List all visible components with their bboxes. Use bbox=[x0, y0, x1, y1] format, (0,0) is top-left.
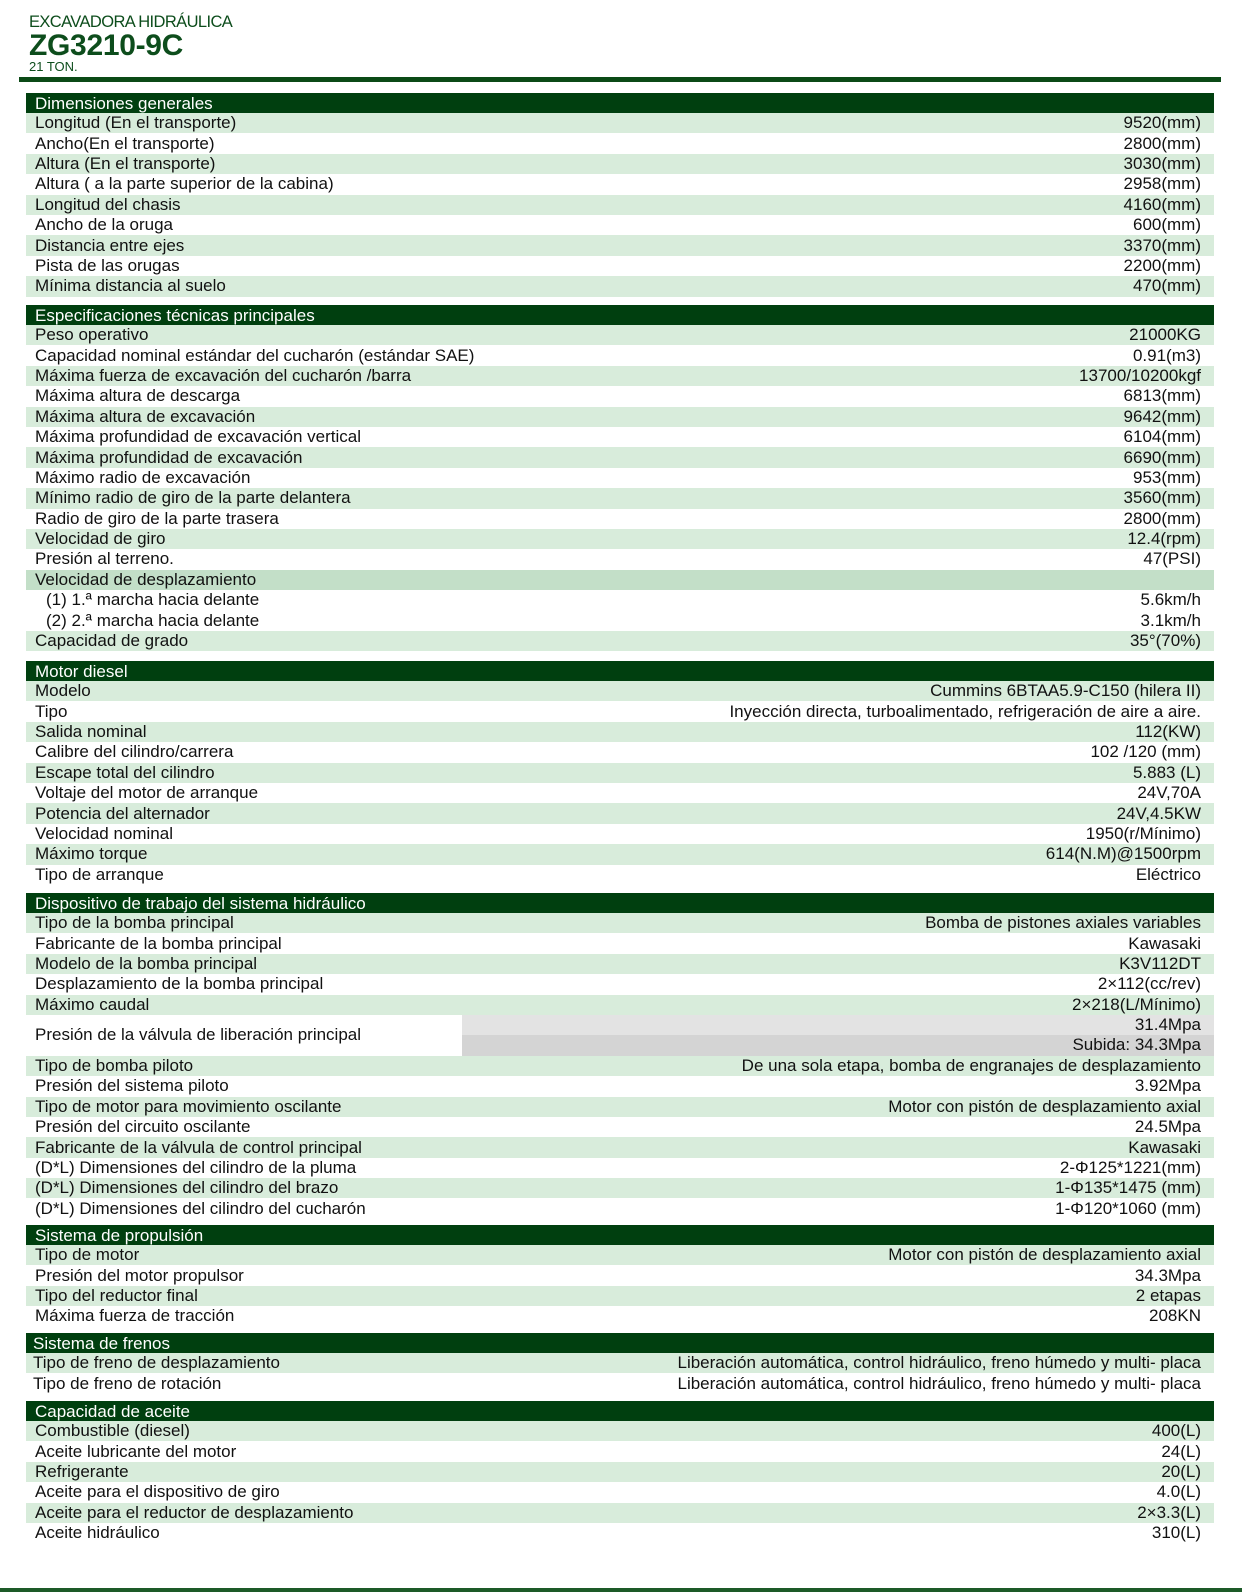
spec-label: Radio de giro de la parte trasera bbox=[35, 508, 279, 528]
spec-value: 400(L) bbox=[1151, 1421, 1201, 1441]
spec-row bbox=[26, 974, 1214, 994]
spec-value: 953(mm) bbox=[1132, 467, 1201, 487]
spec-row bbox=[26, 844, 1214, 864]
section-title: Dispositivo de trabajo del sistema hidráulico bbox=[26, 893, 1214, 913]
spec-row bbox=[26, 803, 1214, 823]
spec-label: Combustible (diesel) bbox=[35, 1421, 190, 1441]
spec-row bbox=[26, 1421, 1214, 1441]
spec-row bbox=[26, 631, 1214, 651]
spec-label: Máxima altura de excavación bbox=[35, 406, 256, 426]
spec-value: 34.3Mpa bbox=[1134, 1265, 1201, 1285]
spec-label: (D*L) Dimensiones del cilindro del brazo bbox=[35, 1178, 339, 1198]
spec-label: Voltaje del motor de arranque bbox=[35, 783, 259, 803]
spec-row bbox=[26, 1198, 1214, 1218]
spec-label: Modelo de la bomba principal bbox=[35, 953, 258, 973]
spec-label: Mínimo radio de giro de la parte delantera bbox=[35, 488, 351, 508]
spec-row bbox=[26, 933, 1214, 953]
spec-value: 9520(mm) bbox=[1123, 113, 1201, 133]
spec-row bbox=[26, 256, 1214, 276]
spec-label: Aceite para el dispositivo de giro bbox=[35, 1482, 280, 1502]
spec-label: Desplazamiento de la bomba principal bbox=[35, 974, 324, 994]
spec-value: 6104(mm) bbox=[1123, 427, 1201, 447]
spec-label: Presión del sistema piloto bbox=[35, 1076, 229, 1096]
spec-row bbox=[26, 1265, 1214, 1285]
spec-value: 2×3.3(L) bbox=[1137, 1502, 1201, 1522]
spec-value: 9642(mm) bbox=[1123, 406, 1201, 426]
spec-value: 24V,4.5KW bbox=[1116, 803, 1201, 823]
spec-value: 24V,70A bbox=[1137, 783, 1201, 803]
spec-value: 614(N.M)@1500rpm bbox=[1045, 844, 1201, 864]
section-title: Especificaciones técnicas principales bbox=[26, 305, 1214, 325]
spec-value: 5.6km/h bbox=[1140, 590, 1201, 610]
spec-value: 310(L) bbox=[1151, 1523, 1201, 1543]
spec-value: 2 etapas bbox=[1135, 1285, 1201, 1305]
spec-label: Máximo torque bbox=[35, 844, 148, 864]
spec-label: Máxima profundidad de excavación vertical bbox=[35, 427, 362, 447]
spec-value: 6690(mm) bbox=[1123, 447, 1201, 467]
spec-label: Calibre del cilindro/carrera bbox=[35, 742, 234, 762]
spec-value: 1-Φ120*1060 (mm) bbox=[1055, 1198, 1201, 1218]
spec-row bbox=[26, 783, 1214, 803]
section-main-specs bbox=[26, 305, 1214, 651]
spec-label: Tipo de freno de rotación bbox=[33, 1373, 222, 1393]
tonnage: 21 TON. bbox=[29, 59, 78, 74]
spec-row bbox=[26, 366, 1214, 386]
spec-label: Máxima profundidad de excavación bbox=[35, 447, 303, 467]
spec-label: Máxima fuerza de tracción bbox=[35, 1306, 235, 1326]
section-dimensions bbox=[26, 93, 1214, 297]
spec-row bbox=[26, 509, 1214, 529]
spec-value: Kawasaki bbox=[1128, 933, 1201, 953]
spec-value: 2800(mm) bbox=[1123, 508, 1201, 528]
spec-row bbox=[26, 549, 1214, 569]
spec-label: Fabricante de la bomba principal bbox=[35, 933, 282, 953]
spec-label: Máximo caudal bbox=[35, 994, 150, 1014]
spec-row bbox=[26, 1482, 1214, 1502]
spec-row bbox=[26, 113, 1214, 133]
spec-row bbox=[26, 345, 1214, 365]
section-oil-capacity bbox=[26, 1401, 1214, 1543]
spec-row bbox=[26, 1306, 1214, 1326]
spec-values bbox=[462, 1015, 1214, 1056]
spec-label: Tipo del reductor final bbox=[35, 1285, 198, 1305]
spec-row bbox=[26, 215, 1214, 235]
spec-label: Modelo bbox=[35, 681, 91, 701]
spec-value: 4.0(L) bbox=[1156, 1482, 1201, 1502]
spec-row bbox=[26, 1503, 1214, 1523]
spec-value: 102 /120 (mm) bbox=[1090, 742, 1201, 762]
header-rule bbox=[19, 77, 1221, 82]
spec-row bbox=[26, 722, 1214, 742]
spec-row bbox=[26, 174, 1214, 194]
spec-value: 0.91(m3) bbox=[1132, 345, 1201, 365]
spec-row bbox=[26, 325, 1214, 345]
spec-label: Tipo bbox=[35, 701, 68, 721]
spec-row bbox=[26, 590, 1214, 610]
spec-label: Aceite para el reductor de desplazamiento bbox=[35, 1502, 354, 1522]
spec-row bbox=[26, 154, 1214, 174]
spec-value: 35°(70%) bbox=[1129, 631, 1201, 651]
spec-value: 112(KW) bbox=[1135, 721, 1201, 741]
spec-label: Mínima distancia al suelo bbox=[35, 276, 226, 296]
spec-value: Liberación automática, control hidráulico, freno húmedo y multi- placa bbox=[677, 1353, 1201, 1373]
spec-row bbox=[26, 763, 1214, 783]
spec-value: 2200(mm) bbox=[1123, 255, 1201, 275]
spec-row bbox=[26, 1158, 1214, 1178]
spec-value: 470(mm) bbox=[1132, 276, 1201, 296]
spec-value: Cummins 6BTAA5.9-C150 (hilera II) bbox=[930, 681, 1201, 701]
spec-label: Longitud del chasis bbox=[35, 194, 181, 214]
spec-label: Capacidad de grado bbox=[35, 631, 189, 651]
spec-value: 208KN bbox=[1149, 1306, 1201, 1326]
section-title: Motor diesel bbox=[26, 661, 1214, 681]
spec-label: Capacidad nominal estándar del cucharón (estándar SAE) bbox=[35, 345, 475, 365]
spec-row bbox=[26, 742, 1214, 762]
spec-row bbox=[26, 1076, 1214, 1096]
spec-value: 2800(mm) bbox=[1123, 133, 1201, 153]
spec-label: Velocidad de desplazamiento bbox=[35, 569, 257, 589]
spec-value: Motor con pistón de desplazamiento axial bbox=[888, 1096, 1201, 1116]
spec-value: K3V112DT bbox=[1119, 953, 1201, 973]
spec-value: Bomba de pistones axiales variables bbox=[925, 913, 1201, 933]
spec-label: Tipo de freno de desplazamiento bbox=[33, 1353, 280, 1373]
spec-value: 3560(mm) bbox=[1123, 488, 1201, 508]
spec-label: Aceite hidráulico bbox=[35, 1523, 160, 1543]
spec-value: 1950(r/Mínimo) bbox=[1085, 823, 1201, 843]
product-type: EXCAVADORA HIDRÁULICA bbox=[29, 13, 233, 31]
section-title: Dimensiones generales bbox=[26, 93, 1214, 113]
spec-row bbox=[26, 1462, 1214, 1482]
spec-row bbox=[26, 1178, 1214, 1198]
spec-value-raised: Subida: 34.3Mpa bbox=[462, 1035, 1214, 1055]
spec-value: 31.4Mpa bbox=[462, 1015, 1214, 1035]
spec-value: 21000KG bbox=[1129, 325, 1201, 345]
spec-label: Altura ( a la parte superior de la cabina) bbox=[35, 174, 334, 194]
spec-label: Pista de las orugas bbox=[35, 255, 180, 275]
spec-row bbox=[26, 1097, 1214, 1117]
spec-label: Presión del motor propulsor bbox=[35, 1265, 244, 1285]
spec-row bbox=[26, 701, 1214, 721]
spec-label: Peso operativo bbox=[35, 325, 149, 345]
spec-subheader-row bbox=[26, 570, 1214, 590]
spec-label: Tipo de bomba piloto bbox=[35, 1055, 194, 1075]
spec-row-relief-valve bbox=[26, 1015, 1214, 1056]
spec-row bbox=[26, 427, 1214, 447]
spec-row bbox=[26, 1523, 1214, 1543]
spec-label: Máxima fuerza de excavación del cucharón /barra bbox=[35, 365, 412, 385]
spec-row bbox=[26, 386, 1214, 406]
spec-value: 3.92Mpa bbox=[1134, 1076, 1201, 1096]
spec-row bbox=[26, 865, 1214, 885]
section-brakes bbox=[26, 1333, 1214, 1394]
spec-row bbox=[26, 1137, 1214, 1157]
spec-row bbox=[26, 1117, 1214, 1137]
spec-label: (1) 1.ª marcha hacia delante bbox=[46, 590, 260, 610]
spec-value: 5.883 (L) bbox=[1132, 762, 1201, 782]
spec-value: Eléctrico bbox=[1135, 864, 1201, 884]
section-title: Capacidad de aceite bbox=[26, 1401, 1214, 1421]
spec-label: (2) 2.ª marcha hacia delante bbox=[46, 610, 260, 630]
spec-row bbox=[26, 995, 1214, 1015]
spec-value: 3.1km/h bbox=[1140, 610, 1201, 630]
spec-label: Altura (En el transporte) bbox=[35, 153, 216, 173]
spec-label: Ancho(En el transporte) bbox=[35, 133, 215, 153]
spec-value: 47(PSI) bbox=[1143, 549, 1201, 569]
section-hydraulic-system bbox=[26, 893, 1214, 1219]
spec-row bbox=[26, 610, 1214, 630]
spec-row bbox=[26, 1373, 1214, 1393]
spec-value: Liberación automática, control hidráulico, freno húmedo y multi- placa bbox=[677, 1373, 1201, 1393]
spec-label: Velocidad de giro bbox=[35, 529, 166, 549]
spec-label: Fabricante de la válvula de control principal bbox=[35, 1137, 362, 1157]
spec-value: 24.5Mpa bbox=[1134, 1117, 1201, 1137]
spec-row bbox=[26, 1056, 1214, 1076]
spec-row bbox=[26, 954, 1214, 974]
spec-label: Salida nominal bbox=[35, 721, 147, 741]
spec-value: 24(L) bbox=[1161, 1441, 1201, 1461]
spec-value: Kawasaki bbox=[1128, 1137, 1201, 1157]
spec-label: Máxima altura de descarga bbox=[35, 386, 241, 406]
spec-row bbox=[26, 488, 1214, 508]
spec-label: Aceite lubricante del motor bbox=[35, 1441, 237, 1461]
spec-row bbox=[26, 1441, 1214, 1461]
spec-row bbox=[26, 1353, 1214, 1373]
spec-label: Tipo de la bomba principal bbox=[35, 913, 234, 933]
spec-row bbox=[26, 529, 1214, 549]
spec-row bbox=[26, 468, 1214, 488]
spec-row bbox=[26, 276, 1214, 296]
spec-row bbox=[26, 824, 1214, 844]
spec-row bbox=[26, 913, 1214, 933]
spec-value: 2×218(L/Mínimo) bbox=[1072, 994, 1201, 1014]
spec-value: 6813(mm) bbox=[1123, 386, 1201, 406]
spec-value: 2×112(cc/rev) bbox=[1097, 974, 1201, 994]
spec-label: Velocidad nominal bbox=[35, 823, 173, 843]
spec-value: 20(L) bbox=[1161, 1461, 1201, 1481]
section-diesel-engine bbox=[26, 661, 1214, 885]
spec-row bbox=[26, 681, 1214, 701]
spec-value: 3370(mm) bbox=[1123, 235, 1201, 255]
spec-value: Motor con pistón de desplazamiento axial bbox=[888, 1245, 1201, 1265]
spec-row bbox=[26, 1286, 1214, 1306]
spec-value: Inyección directa, turboalimentado, refrigeración de aire a aire. bbox=[729, 701, 1201, 721]
spec-label: (D*L) Dimensiones del cilindro del cucharón bbox=[35, 1198, 366, 1218]
spec-row bbox=[26, 235, 1214, 255]
spec-row bbox=[26, 195, 1214, 215]
spec-value: 1-Φ135*1475 (mm) bbox=[1055, 1178, 1201, 1198]
spec-label: Refrigerante bbox=[35, 1461, 129, 1481]
spec-value: 2-Φ125*1221(mm) bbox=[1059, 1157, 1201, 1177]
spec-value: 13700/10200kgf bbox=[1079, 365, 1201, 385]
section-title: Sistema de propulsión bbox=[26, 1225, 1214, 1245]
section-propulsion bbox=[26, 1225, 1214, 1327]
footer-rule bbox=[0, 1588, 1242, 1592]
spec-row bbox=[26, 133, 1214, 153]
section-title: Sistema de frenos bbox=[26, 1333, 1214, 1353]
spec-label: Tipo de arranque bbox=[35, 864, 164, 884]
spec-row bbox=[26, 447, 1214, 467]
spec-label: Presión al terreno. bbox=[35, 549, 174, 569]
spec-label: Ancho de la oruga bbox=[35, 215, 173, 235]
spec-label: (D*L) Dimensiones del cilindro de la pluma bbox=[35, 1157, 357, 1177]
spec-label: Distancia entre ejes bbox=[35, 235, 185, 255]
spec-label: Longitud (En el transporte) bbox=[35, 113, 237, 133]
spec-value: 3030(mm) bbox=[1123, 153, 1201, 173]
spec-value: 600(mm) bbox=[1132, 215, 1201, 235]
spec-row bbox=[26, 407, 1214, 427]
spec-value: 4160(mm) bbox=[1123, 194, 1201, 214]
spec-label: Potencia del alternador bbox=[35, 803, 210, 823]
spec-label: Escape total del cilindro bbox=[35, 762, 215, 782]
spec-label: Presión del circuito oscilante bbox=[35, 1117, 251, 1137]
spec-value: 2958(mm) bbox=[1123, 174, 1201, 194]
model-name: ZG3210-9C bbox=[29, 29, 184, 62]
spec-label: Tipo de motor bbox=[35, 1245, 140, 1265]
spec-label: Tipo de motor para movimiento oscilante bbox=[35, 1096, 342, 1116]
spec-row bbox=[26, 1245, 1214, 1265]
document-header bbox=[29, 12, 232, 74]
spec-label: Presión de la válvula de liberación principal bbox=[26, 1015, 462, 1056]
spec-label: Máximo radio de excavación bbox=[35, 467, 251, 487]
spec-value: 12.4(rpm) bbox=[1127, 529, 1201, 549]
spec-value: De una sola etapa, bomba de engranajes de desplazamiento bbox=[741, 1055, 1201, 1075]
